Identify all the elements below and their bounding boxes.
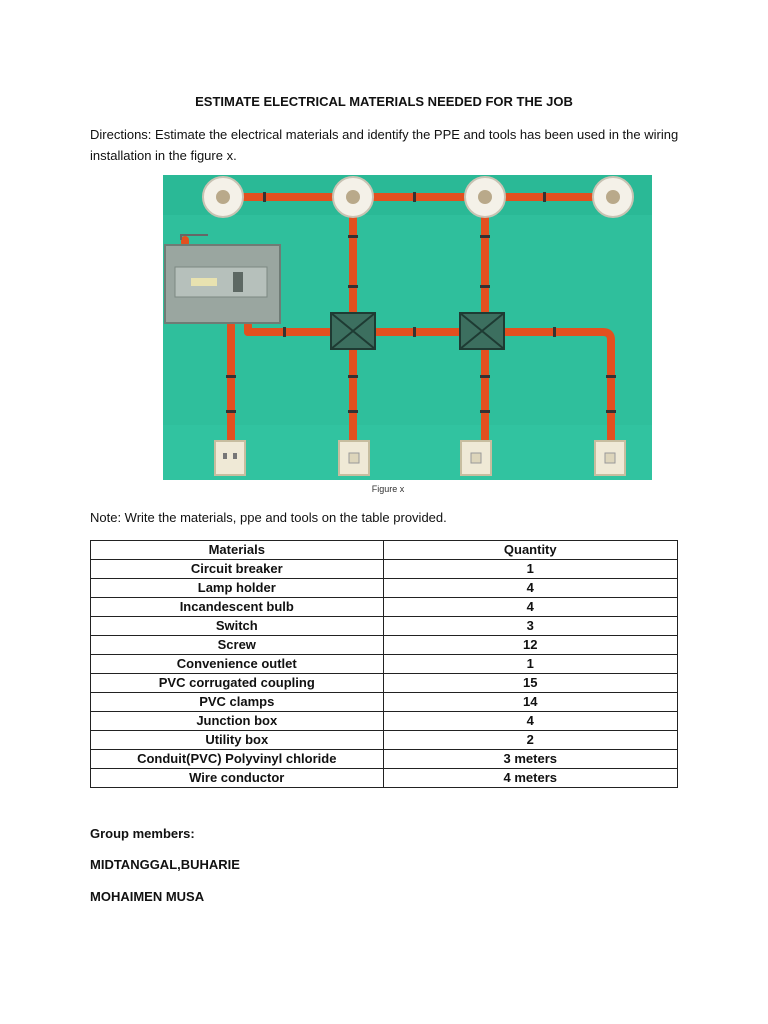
material-cell: Switch: [91, 617, 384, 636]
page-title: ESTIMATE ELECTRICAL MATERIALS NEEDED FOR THE JOB: [195, 94, 573, 109]
table-row: [91, 655, 678, 674]
material-cell: Convenience outlet: [91, 655, 384, 674]
circuit-breaker-panel: [165, 245, 280, 323]
header-quantity: Quantity: [383, 541, 677, 560]
note-text: Note: Write the materials, ppe and tools on the table provided.: [90, 510, 447, 525]
material-cell: Incandescent bulb: [91, 598, 384, 617]
material-cell: Screw: [91, 636, 384, 655]
quantity-cell: 15: [383, 674, 677, 693]
material-cell: Lamp holder: [91, 579, 384, 598]
quantity-cell: 2: [383, 731, 677, 750]
table-row: [91, 712, 678, 731]
material-cell: Utility box: [91, 731, 384, 750]
quantity-cell: 12: [383, 636, 677, 655]
material-cell: Circuit breaker: [91, 560, 384, 579]
materials-table: [90, 540, 678, 788]
directions-text: Directions: Estimate the electrical materials and identify the PPE and tools has been used in the wiring installation in the figure x.: [90, 127, 679, 163]
quantity-cell: 1: [383, 655, 677, 674]
group-member: MIDTANGGAL,BUHARIE: [90, 857, 240, 872]
table-row: [91, 693, 678, 712]
table-row: [91, 731, 678, 750]
table-row: [91, 579, 678, 598]
material-cell: Wire conductor: [91, 769, 384, 788]
group-member: MOHAIMEN MUSA: [90, 889, 205, 904]
table-header-row: [91, 541, 678, 560]
quantity-cell: 14: [383, 693, 677, 712]
table-row: [91, 560, 678, 579]
quantity-cell: 4: [383, 598, 677, 617]
quantity-cell: 4: [383, 712, 677, 731]
quantity-cell: 4: [383, 579, 677, 598]
group-members-label: Group members:: [90, 826, 195, 841]
table-row: [91, 750, 678, 769]
table-row: [91, 769, 678, 788]
material-cell: Junction box: [91, 712, 384, 731]
figure-caption: Figure x: [371, 484, 405, 494]
material-cell: PVC corrugated coupling: [91, 674, 384, 693]
quantity-cell: 1: [383, 560, 677, 579]
material-cell: Conduit(PVC) Polyvinyl chloride: [91, 750, 384, 769]
quantity-cell: 3 meters: [383, 750, 677, 769]
material-cell: PVC clamps: [91, 693, 384, 712]
table-row: [91, 617, 678, 636]
wiring-figure: [163, 175, 652, 480]
table-row: [91, 598, 678, 617]
quantity-cell: 4 meters: [383, 769, 677, 788]
quantity-cell: 3: [383, 617, 677, 636]
table-row: [91, 636, 678, 655]
table-row: [91, 674, 678, 693]
header-materials: Materials: [91, 541, 384, 560]
